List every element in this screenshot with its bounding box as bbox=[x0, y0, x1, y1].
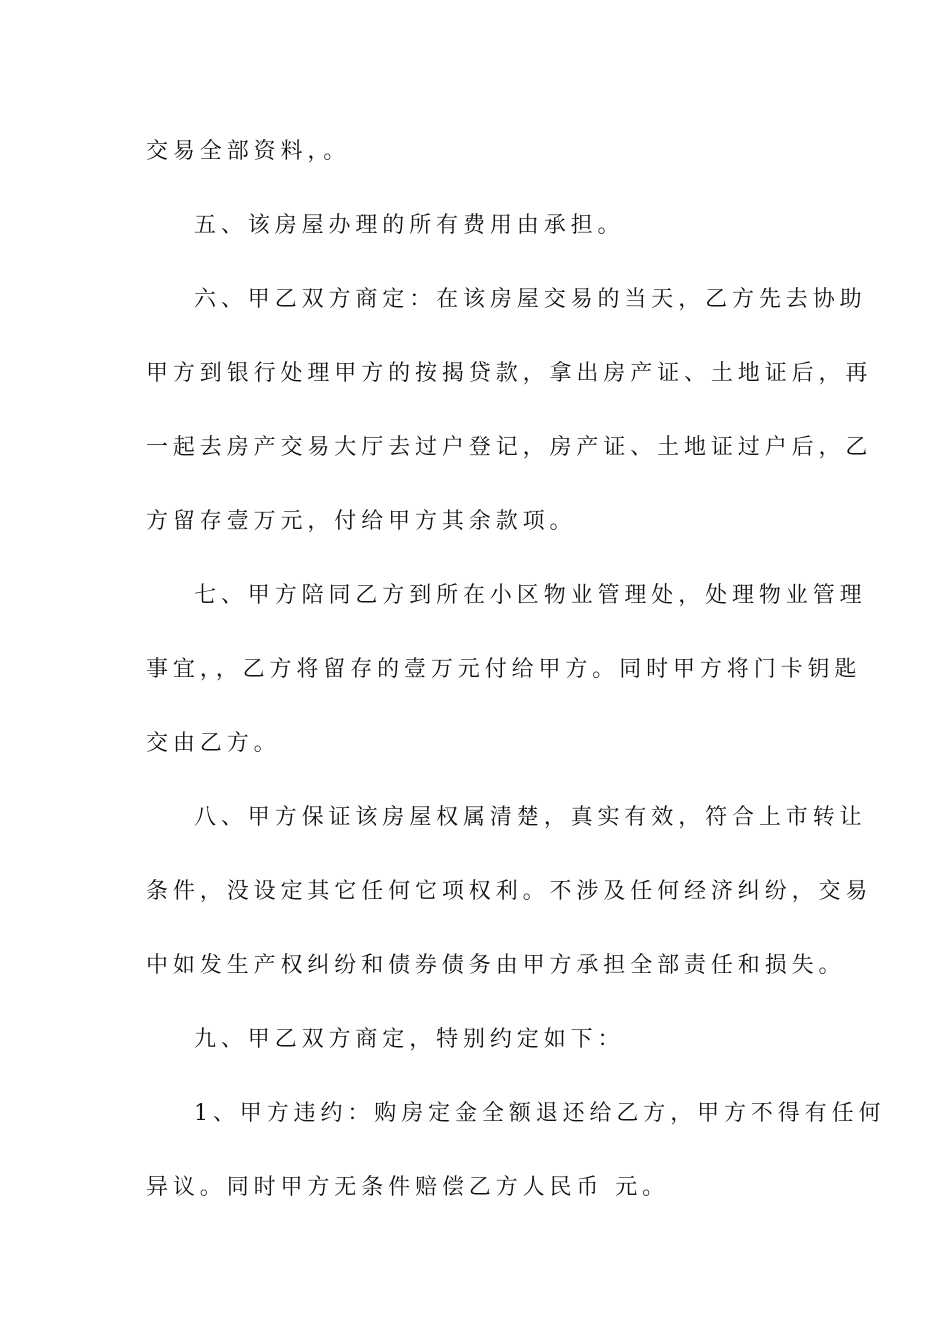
sub-clause-9-1: 1、甲方违约：购房定金全额退还给乙方，甲方不得有任何 bbox=[194, 1101, 886, 1126]
clause-6: 六、甲乙双方商定：在该房屋交易的当天，乙方先去协助 bbox=[194, 287, 867, 312]
text-line-8: 事宜，，乙方将留存的壹万元付给甲方。同时甲方将门卡钥匙 bbox=[146, 657, 862, 682]
text-line-1: 交易全部资料，。 bbox=[146, 139, 351, 164]
text-line-9: 交由乙方。 bbox=[146, 731, 281, 756]
text-line-4: 甲方到银行处理甲方的按揭贷款，拿出房产证、土地证后，再 bbox=[146, 361, 873, 386]
clause-9: 九、甲乙双方商定，特别约定如下： bbox=[194, 1027, 625, 1052]
text-line-5: 一起去房产交易大厅去过户登记，房产证、土地证过户后，乙 bbox=[146, 435, 873, 460]
text-line-6: 方留存壹万元，付给甲方其余款项。 bbox=[146, 509, 577, 534]
text-line-15: 异议。同时甲方无条件赔偿乙方人民币 元。 bbox=[146, 1175, 669, 1200]
clause-8: 八、甲方保证该房屋权属清楚，真实有效，符合上市转让 bbox=[194, 805, 867, 830]
text-line-11: 条件，没设定其它任何它项权利。不涉及任何经济纠纷，交易 bbox=[146, 879, 873, 904]
text-line-12: 中如发生产权纠纷和债券债务由甲方承担全部责任和损失。 bbox=[146, 953, 846, 978]
clause-7: 七、甲方陪同乙方到所在小区物业管理处，处理物业管理 bbox=[194, 583, 867, 608]
clause-5: 五、该房屋办理的所有费用由承担。 bbox=[194, 213, 625, 238]
